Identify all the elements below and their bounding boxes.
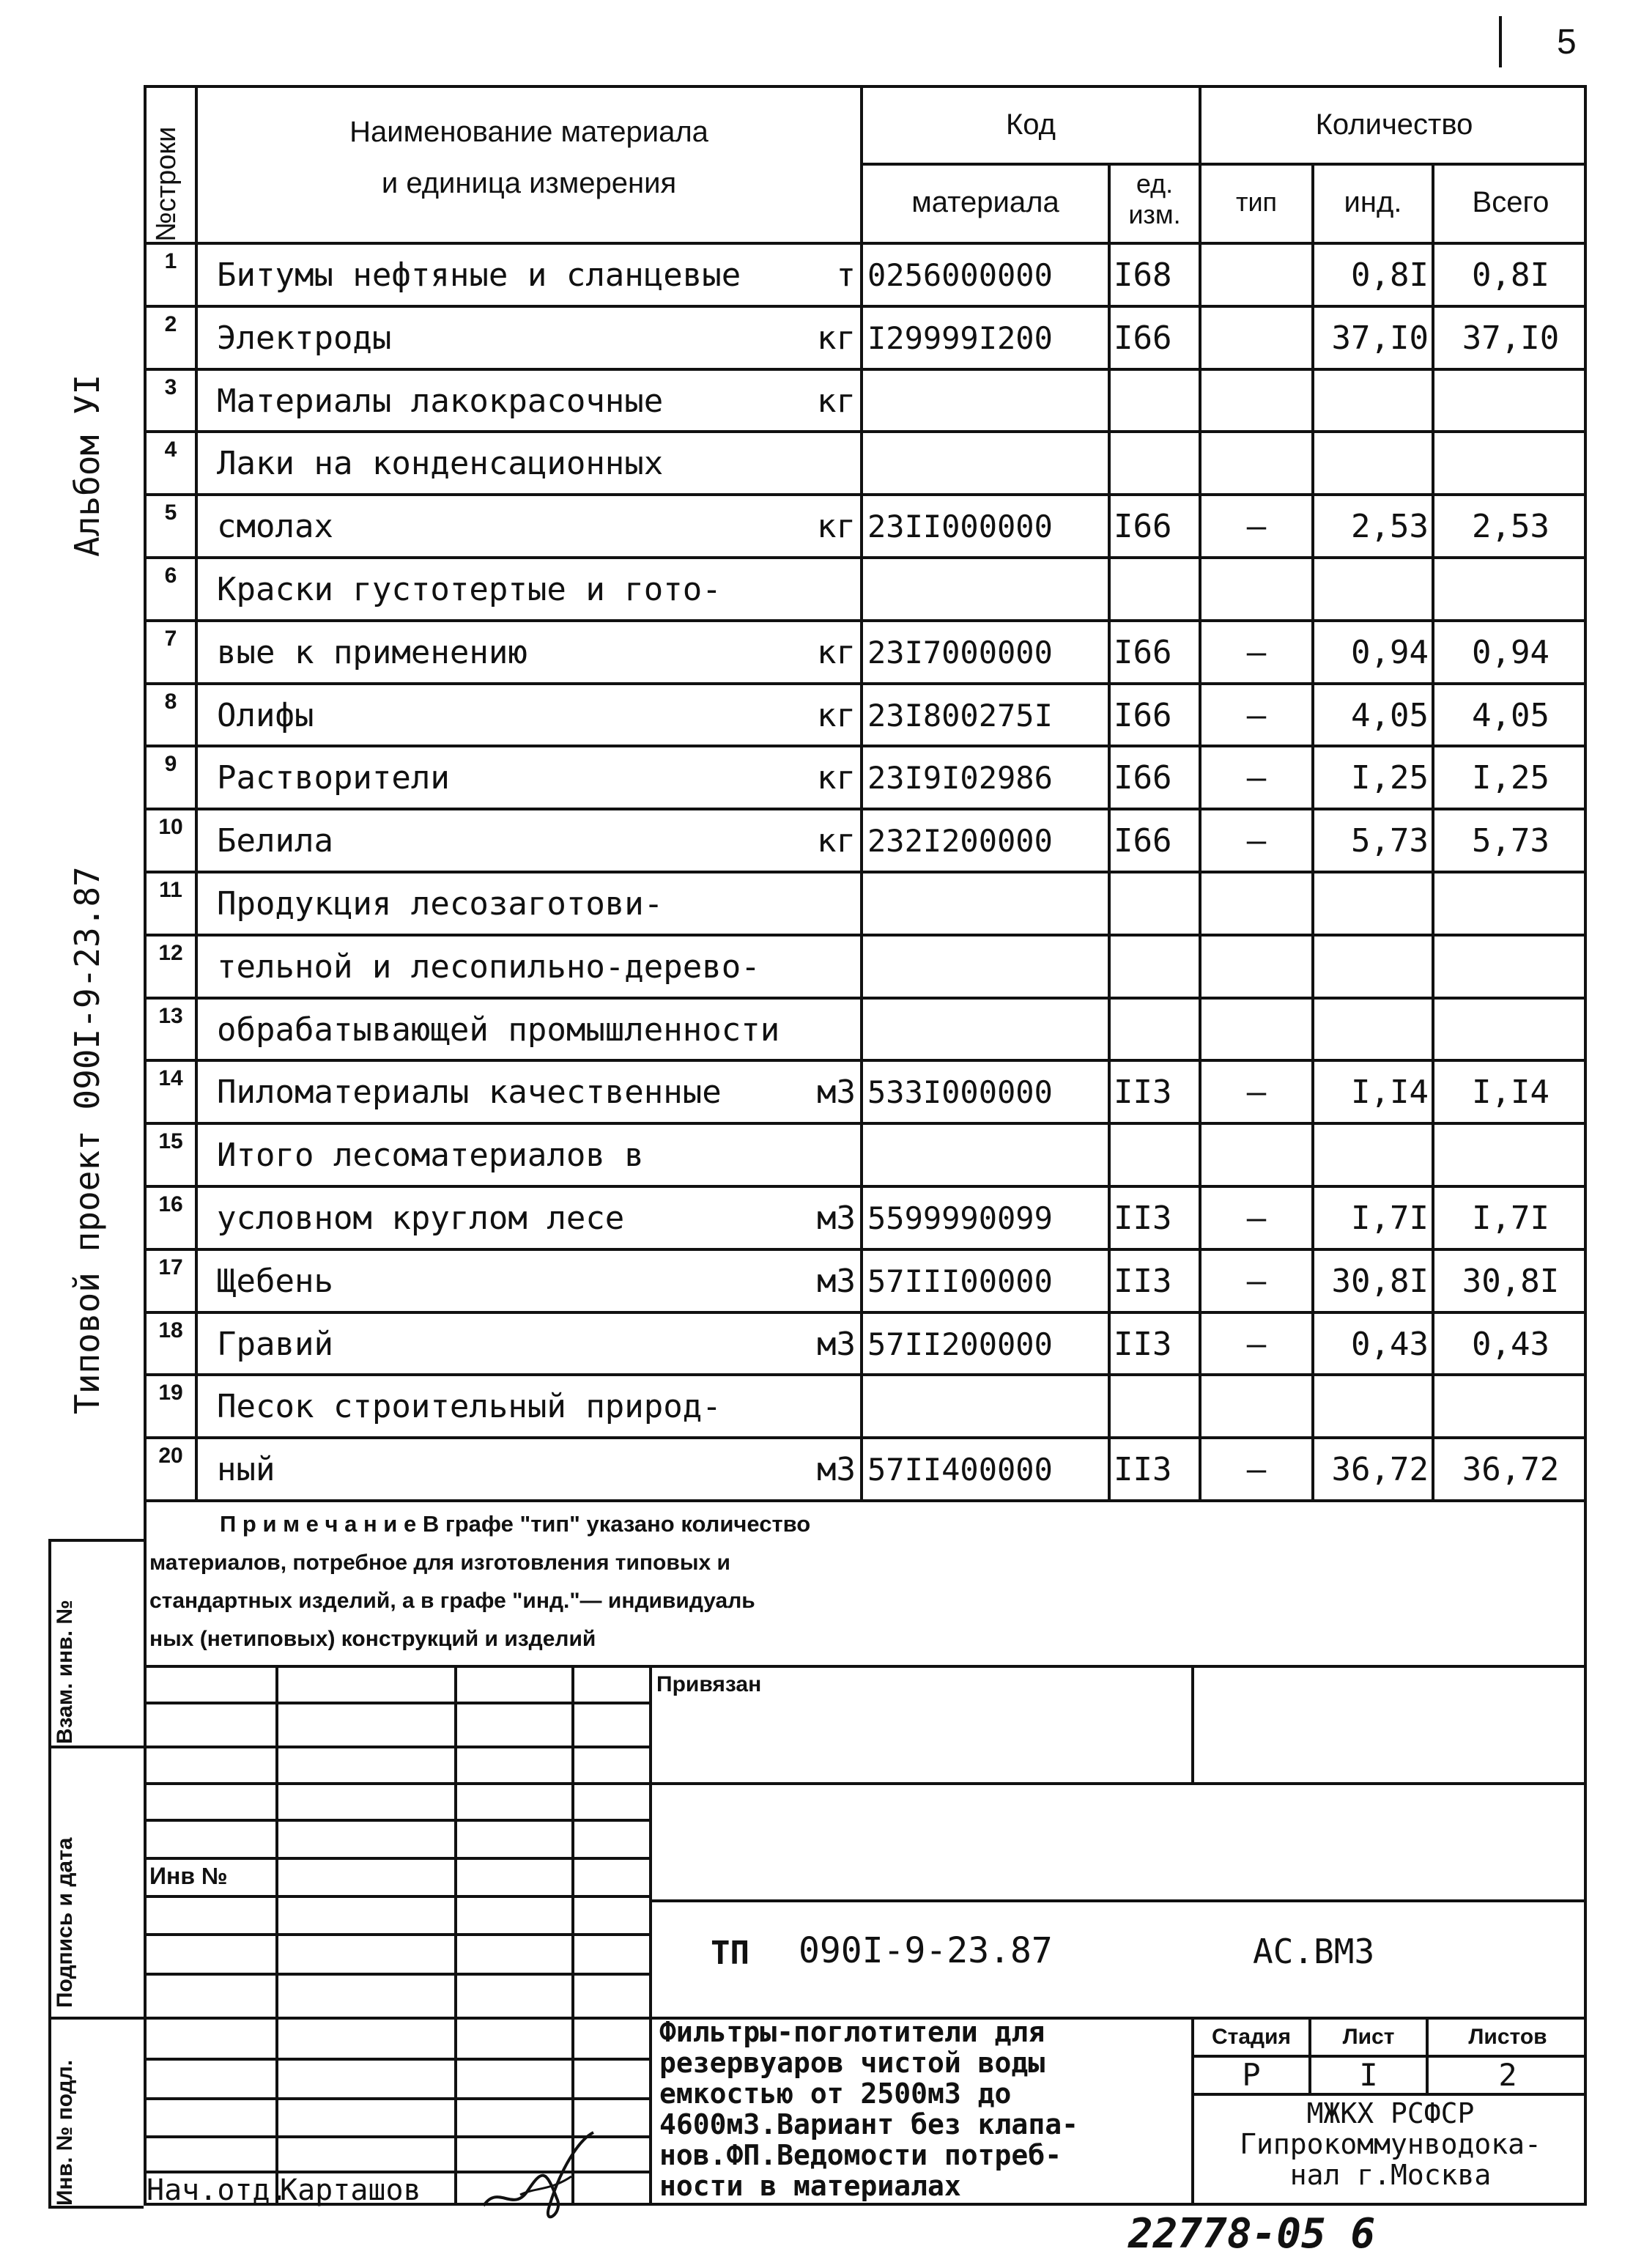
material-name: Лаки на конденсационных [217,444,664,482]
org-line-1: МЖКХ РСФСР [1306,2097,1475,2130]
material-unit [777,433,856,493]
unit-code [1111,559,1201,619]
quantity-total [1434,1376,1587,1436]
quantity-total: 30,8I [1462,1262,1560,1300]
quantity-type [1201,245,1311,305]
bottom-number: 22778-05 6 [1128,2210,1376,2258]
quantity-type [1201,937,1311,997]
quantity-ind: 0,43 [1351,1325,1429,1363]
material-code [863,1125,1112,1185]
quantity-total [1434,559,1587,619]
unit-code [1111,371,1201,431]
quantity-ind [1314,559,1429,619]
material-unit: м3 [817,1073,856,1111]
material-name: вые к применению [217,633,527,671]
inv-no-label: Инв № [149,1863,228,1889]
material-name: Итого лесоматериалов в [217,1136,644,1174]
quantity-ind [1314,1376,1429,1436]
document-code: 090I-9-23.87 [799,1930,1053,1971]
row-number: 1 [164,249,177,273]
quantity-header: Количество [1315,108,1473,141]
quantity-type: – [1246,1262,1267,1300]
row-number: 15 [158,1129,183,1153]
material-code [863,1000,1112,1060]
material-code [863,559,1112,619]
quantity-total: 36,72 [1462,1450,1560,1488]
stage-value: Р [1242,2056,1261,2093]
quantity-type: – [1246,1325,1267,1363]
project-label: Типовой проект 090I-9-23.87 [67,866,107,1414]
signature [476,2125,601,2235]
unit-code: II3 [1114,1073,1172,1111]
title-line-6: ности в материалах [659,2170,961,2202]
org-line-2: Гипрокоммунводока- [1240,2128,1541,2160]
material-name: Растворители [217,758,450,797]
material-code [863,433,1112,493]
material-name: Белила [217,821,333,860]
material-unit [777,1376,856,1436]
quantity-type: – [1246,821,1267,860]
quantity-type [1201,308,1311,368]
vzam-inv-label: Взам. инв. № [53,1600,77,1744]
unit-code [1111,873,1201,934]
material-name: обрабатывающей промышленности [217,1011,780,1049]
stage-label: Стадия [1211,2025,1292,2049]
row-number: 2 [164,312,177,336]
material-name: Продукция лесозаготови- [217,884,664,923]
unit-code: I66 [1114,507,1172,545]
quantity-ind: 5,73 [1351,821,1429,860]
quantity-total [1434,937,1587,997]
material-unit: кг [817,633,856,671]
sheet-label: Лист [1342,2025,1395,2049]
unit-code: I66 [1114,758,1172,797]
material-unit [777,559,856,619]
quantity-type [1201,873,1311,934]
total-header: Всего [1472,185,1549,218]
quantity-type: – [1246,633,1267,671]
quantity-ind: 0,8I [1351,256,1429,294]
material-code [863,371,1112,431]
material-unit: м3 [817,1325,856,1363]
quantity-type: – [1246,758,1267,797]
dept-head-name: Карташов [280,2173,421,2207]
quantity-ind [1314,937,1429,997]
row-number: 7 [164,627,177,651]
row-number: 12 [158,941,183,965]
quantity-type [1201,559,1311,619]
quantity-type [1201,1000,1311,1060]
quantity-ind: 4,05 [1351,696,1429,734]
material-code: 23I9I02986 [867,759,1053,796]
material-unit: м3 [817,1199,856,1237]
material-code [863,937,1112,997]
material-unit [777,873,856,934]
material-code: 23II000000 [867,508,1053,544]
title-line-4: 4600м3.Вариант без клапа- [659,2108,1078,2140]
row-number-header: №строки [151,126,182,242]
quantity-ind [1314,1000,1429,1060]
material-code [863,1376,1112,1436]
material-unit [777,1000,856,1060]
unit-code: I66 [1114,821,1172,860]
unit-code: I68 [1114,256,1172,294]
sheets-value: 2 [1498,2056,1517,2093]
row-number: 3 [164,375,177,399]
title-line-3: емкостью от 2500м3 до [659,2077,1012,2110]
quantity-ind: I,25 [1351,758,1429,797]
quantity-ind: 2,53 [1351,507,1429,545]
quantity-ind: 30,8I [1331,1262,1429,1300]
row-number: 19 [158,1381,183,1405]
row-number: 8 [164,690,177,714]
code-header: Код [1005,108,1056,141]
unit-code: II3 [1114,1450,1172,1488]
quantity-total [1434,433,1587,493]
material-name: тельной и лесопильно-дерево- [217,948,760,986]
quantity-type [1201,1376,1311,1436]
quantity-type [1201,433,1311,493]
podpis-data-label: Подпись и дата [53,1837,77,2008]
unit-code [1111,1000,1201,1060]
material-code-header: материала [911,185,1059,218]
quantity-ind [1314,873,1429,934]
material-name: Пиломатериалы качественные [217,1073,722,1111]
note-line-1: П р и м е ч а н и е В графе "тип" указано количество [220,1511,811,1537]
row-number: 9 [164,752,177,776]
unit-code [1111,1376,1201,1436]
quantity-ind [1314,433,1429,493]
material-name: Материалы лакокрасочные [217,382,664,420]
material-name: Битумы нефтяные и сланцевые [217,256,741,294]
quantity-total [1434,1000,1587,1060]
name-header-line1: Наименование материала [349,115,708,148]
quantity-total: 0,8I [1472,256,1549,294]
quantity-ind: I,7I [1351,1199,1429,1237]
material-unit: кг [817,382,856,420]
unit-code [1111,937,1201,997]
quantity-ind [1314,1125,1429,1185]
tp-prefix: ТП [711,1935,749,1972]
material-code: 232I200000 [867,822,1053,859]
material-unit: кг [817,821,856,860]
unit-code: I66 [1114,696,1172,734]
material-code: 23I7000000 [867,634,1053,671]
quantity-total [1434,873,1587,934]
quantity-type: – [1246,1199,1267,1237]
material-unit [777,937,856,997]
quantity-type [1201,1125,1311,1185]
unit-code: I66 [1114,633,1172,671]
note-line-4: ных (нетиповых) конструкций и изделий [149,1627,596,1651]
privyazan-label: Привязан [656,1672,762,1696]
unit-code [1111,433,1201,493]
material-unit: м3 [817,1450,856,1488]
material-code: I29999I200 [867,319,1053,356]
material-name: Щебень [217,1262,333,1300]
material-code: 0256000000 [867,256,1053,293]
unit-code: II3 [1114,1325,1172,1363]
quantity-ind [1314,371,1429,431]
row-number: 4 [164,437,177,462]
sheets-label: Листов [1468,2025,1547,2049]
title-line-2: резервуаров чистой воды [659,2047,1045,2079]
row-number: 20 [158,1444,183,1468]
quantity-total: 0,43 [1472,1325,1549,1363]
row-number: 6 [164,564,177,588]
row-number: 10 [158,815,183,839]
quantity-total: 2,53 [1472,507,1549,545]
material-code: 57II200000 [867,1326,1053,1362]
row-number: 5 [164,500,177,525]
material-name: условном круглом лесе [217,1199,625,1237]
quantity-total: I,7I [1472,1199,1549,1237]
title-line-1: Фильтры-поглотители для [659,2016,1045,2048]
note-line-2: материалов, потребное для изготовления типовых и [149,1551,730,1575]
quantity-type: – [1246,696,1267,734]
unit-code: II3 [1114,1262,1172,1300]
quantity-ind: 37,I0 [1331,319,1429,357]
document-mark: АС.ВМ3 [1253,1932,1375,1971]
quantity-ind: 36,72 [1331,1450,1429,1488]
quantity-type [1201,371,1311,431]
type-header: тип [1235,187,1278,217]
row-number: 13 [158,1004,183,1028]
name-header-line2: и единица измерения [381,166,677,199]
material-name: ный [217,1450,275,1488]
quantity-type: – [1246,507,1267,545]
material-code: 57III00000 [867,1263,1053,1299]
material-name: смолах [217,507,333,545]
unit-header-line2: изм. [1128,199,1181,229]
org-line-3: нал г.Москва [1289,2159,1492,2191]
material-unit: кг [817,696,856,734]
quantity-total: I,25 [1472,758,1549,797]
unit-code [1111,1125,1201,1185]
unit-code: I66 [1114,319,1172,357]
page-number: 5 [1557,23,1577,62]
material-name: Гравий [217,1325,333,1363]
dept-head-label: Нач.отд. [147,2173,288,2207]
album-label: Альбом УI [67,374,107,557]
material-name: Олифы [217,696,314,734]
row-number: 18 [158,1318,183,1342]
quantity-ind: I,I4 [1351,1073,1429,1111]
unit-header-line1: ед. [1136,169,1174,199]
quantity-type: – [1246,1073,1267,1111]
material-code: 533I000000 [867,1074,1053,1110]
material-unit: кг [817,758,856,797]
quantity-total: I,I4 [1472,1073,1549,1111]
material-code: 57II400000 [867,1451,1053,1488]
sheet-value: I [1359,2056,1378,2093]
quantity-total [1434,1125,1587,1185]
quantity-type: – [1246,1450,1267,1488]
material-name: Песок строительный природ- [217,1387,722,1425]
quantity-total [1434,371,1587,431]
title-line-5: нов.ФП.Ведомости потреб- [659,2139,1062,2171]
row-number: 17 [158,1255,183,1279]
material-code [863,873,1112,934]
material-unit [777,1125,856,1185]
row-number: 14 [158,1066,183,1090]
note-line-3: стандартных изделий, а в графе "инд."— индивидуаль [149,1589,755,1613]
material-code: 5599990099 [867,1200,1053,1236]
unit-code: II3 [1114,1199,1172,1237]
row-number: 16 [158,1192,183,1216]
material-unit: м3 [817,1262,856,1300]
material-name: Краски густотертые и гото- [217,570,722,608]
material-name: Электроды [217,319,392,357]
material-unit: т [836,256,856,294]
inv-podl-label: Инв. № подл. [53,2059,77,2206]
quantity-total: 5,73 [1472,821,1549,860]
quantity-ind: 0,94 [1351,633,1429,671]
material-code: 23I800275I [867,697,1053,734]
ind-header: инд. [1344,185,1402,218]
quantity-total: 37,I0 [1462,319,1560,357]
quantity-total: 0,94 [1472,633,1549,671]
quantity-total: 4,05 [1472,696,1549,734]
material-unit: кг [817,507,856,545]
material-unit: кг [817,319,856,357]
row-number: 11 [159,878,182,902]
